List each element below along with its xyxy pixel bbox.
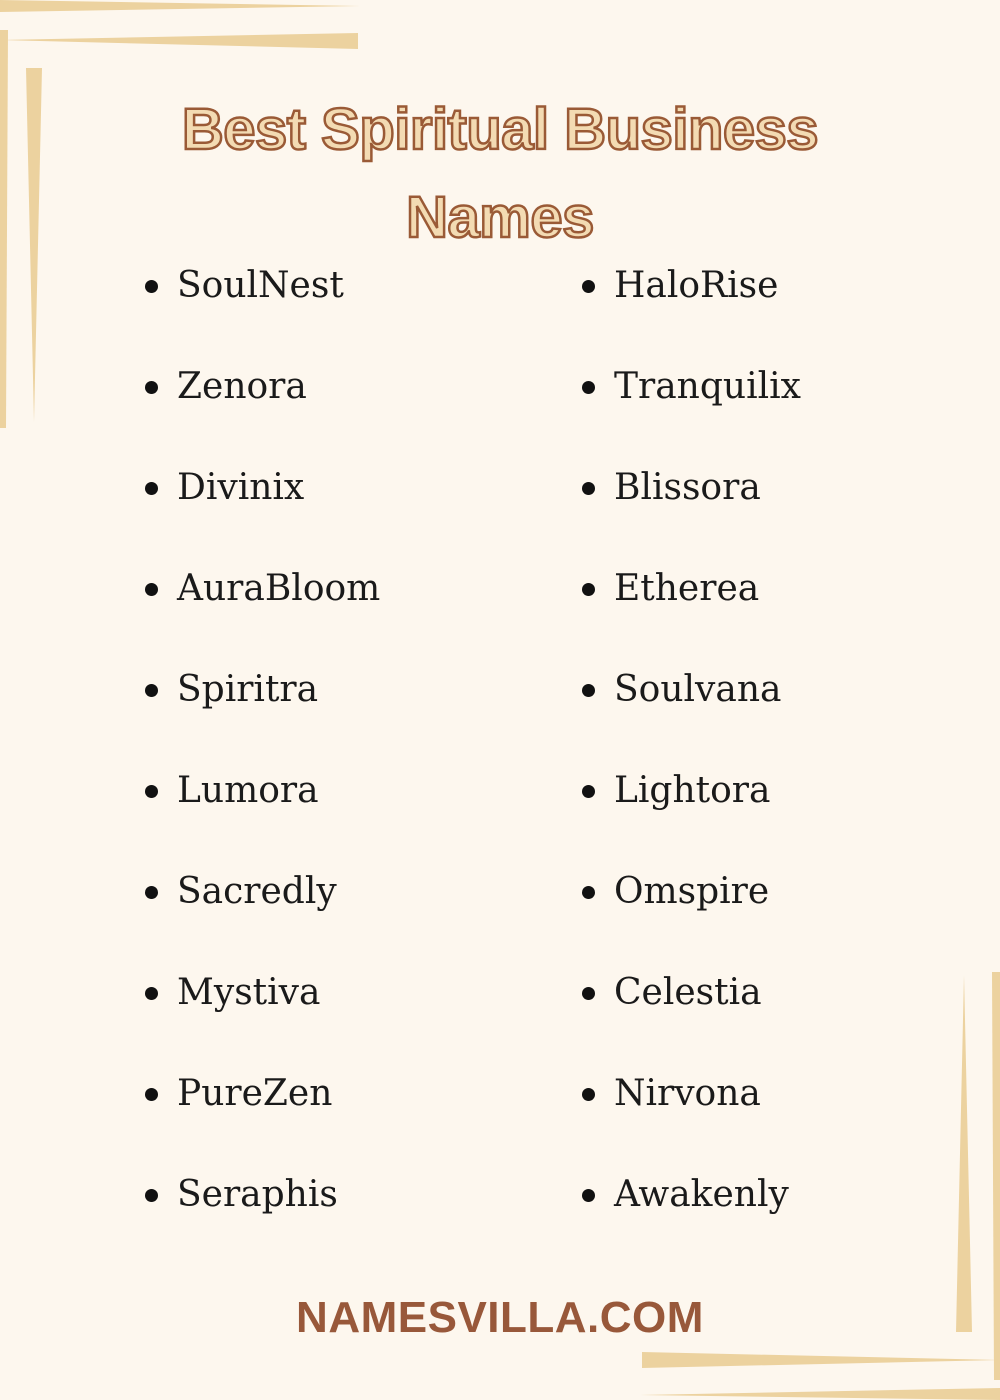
deco-stripe-left-1 <box>0 30 8 428</box>
deco-stripe-bottom-2 <box>640 1388 1000 1400</box>
list-item <box>579 1062 959 1163</box>
bullet-icon <box>145 886 158 899</box>
name-text: Divinix <box>177 467 305 508</box>
names-list-left <box>142 254 542 1264</box>
name-text: Soulvana <box>614 669 782 710</box>
list-item <box>142 961 542 1062</box>
name-text: Etherea <box>614 568 760 609</box>
bullet-icon <box>145 280 158 293</box>
name-text: Nirvona <box>614 1073 761 1114</box>
name-text: Seraphis <box>177 1174 338 1215</box>
name-text: Zenora <box>177 366 307 407</box>
list-item <box>579 658 959 759</box>
title-line-2: Names <box>406 185 594 250</box>
list-item <box>142 658 542 759</box>
list-item <box>142 860 542 961</box>
name-text: HaloRise <box>614 265 779 306</box>
name-text: AuraBloom <box>177 568 381 609</box>
bullet-icon <box>582 1088 595 1101</box>
bullet-icon <box>145 785 158 798</box>
name-text: Mystiva <box>177 972 321 1013</box>
list-item <box>579 355 959 456</box>
name-text: Spiritra <box>177 669 319 710</box>
names-list-right <box>579 254 959 1264</box>
bullet-icon <box>145 987 158 1000</box>
list-item <box>142 456 542 557</box>
deco-stripe-top-2 <box>0 33 358 49</box>
list-item <box>579 860 959 961</box>
name-text: Sacredly <box>177 871 337 912</box>
name-text: Awakenly <box>614 1174 789 1215</box>
deco-stripe-bottom-1 <box>642 1352 1000 1368</box>
name-text: Omspire <box>614 871 770 912</box>
bullet-icon <box>145 381 158 394</box>
site-footer-text: NAMESVILLA.COM <box>296 1293 704 1342</box>
bullet-icon <box>582 684 595 697</box>
name-text: Lightora <box>614 770 771 811</box>
deco-stripe-right-2 <box>992 972 1000 1380</box>
list-item <box>142 1062 542 1163</box>
name-text: Tranquilix <box>614 366 801 407</box>
bullet-icon <box>145 583 158 596</box>
bullet-icon <box>145 482 158 495</box>
bullet-icon <box>582 482 595 495</box>
name-text: PureZen <box>177 1073 333 1114</box>
bullet-icon <box>582 987 595 1000</box>
name-text: Celestia <box>614 972 762 1013</box>
list-item <box>142 355 542 456</box>
bullet-icon <box>145 1189 158 1202</box>
bullet-icon <box>582 583 595 596</box>
list-item <box>579 254 959 355</box>
deco-stripe-left-2 <box>26 68 42 422</box>
bullet-icon <box>582 785 595 798</box>
page-title <box>100 86 900 262</box>
bullet-icon <box>582 1189 595 1202</box>
list-item <box>579 1163 959 1264</box>
bullet-icon <box>145 1088 158 1101</box>
list-item <box>579 961 959 1062</box>
list-item <box>579 456 959 557</box>
list-item <box>579 557 959 658</box>
name-text: Lumora <box>177 770 319 811</box>
bullet-icon <box>582 886 595 899</box>
list-item <box>579 759 959 860</box>
list-item <box>142 254 542 355</box>
list-item <box>142 759 542 860</box>
bullet-icon <box>582 381 595 394</box>
title-line-1: Best Spiritual Business <box>181 97 819 162</box>
list-item <box>142 1163 542 1264</box>
bullet-icon <box>582 280 595 293</box>
bullet-icon <box>145 684 158 697</box>
deco-stripe-top-1 <box>0 0 360 12</box>
name-text: SoulNest <box>177 265 344 306</box>
list-item <box>142 557 542 658</box>
name-text: Blissora <box>614 467 761 508</box>
